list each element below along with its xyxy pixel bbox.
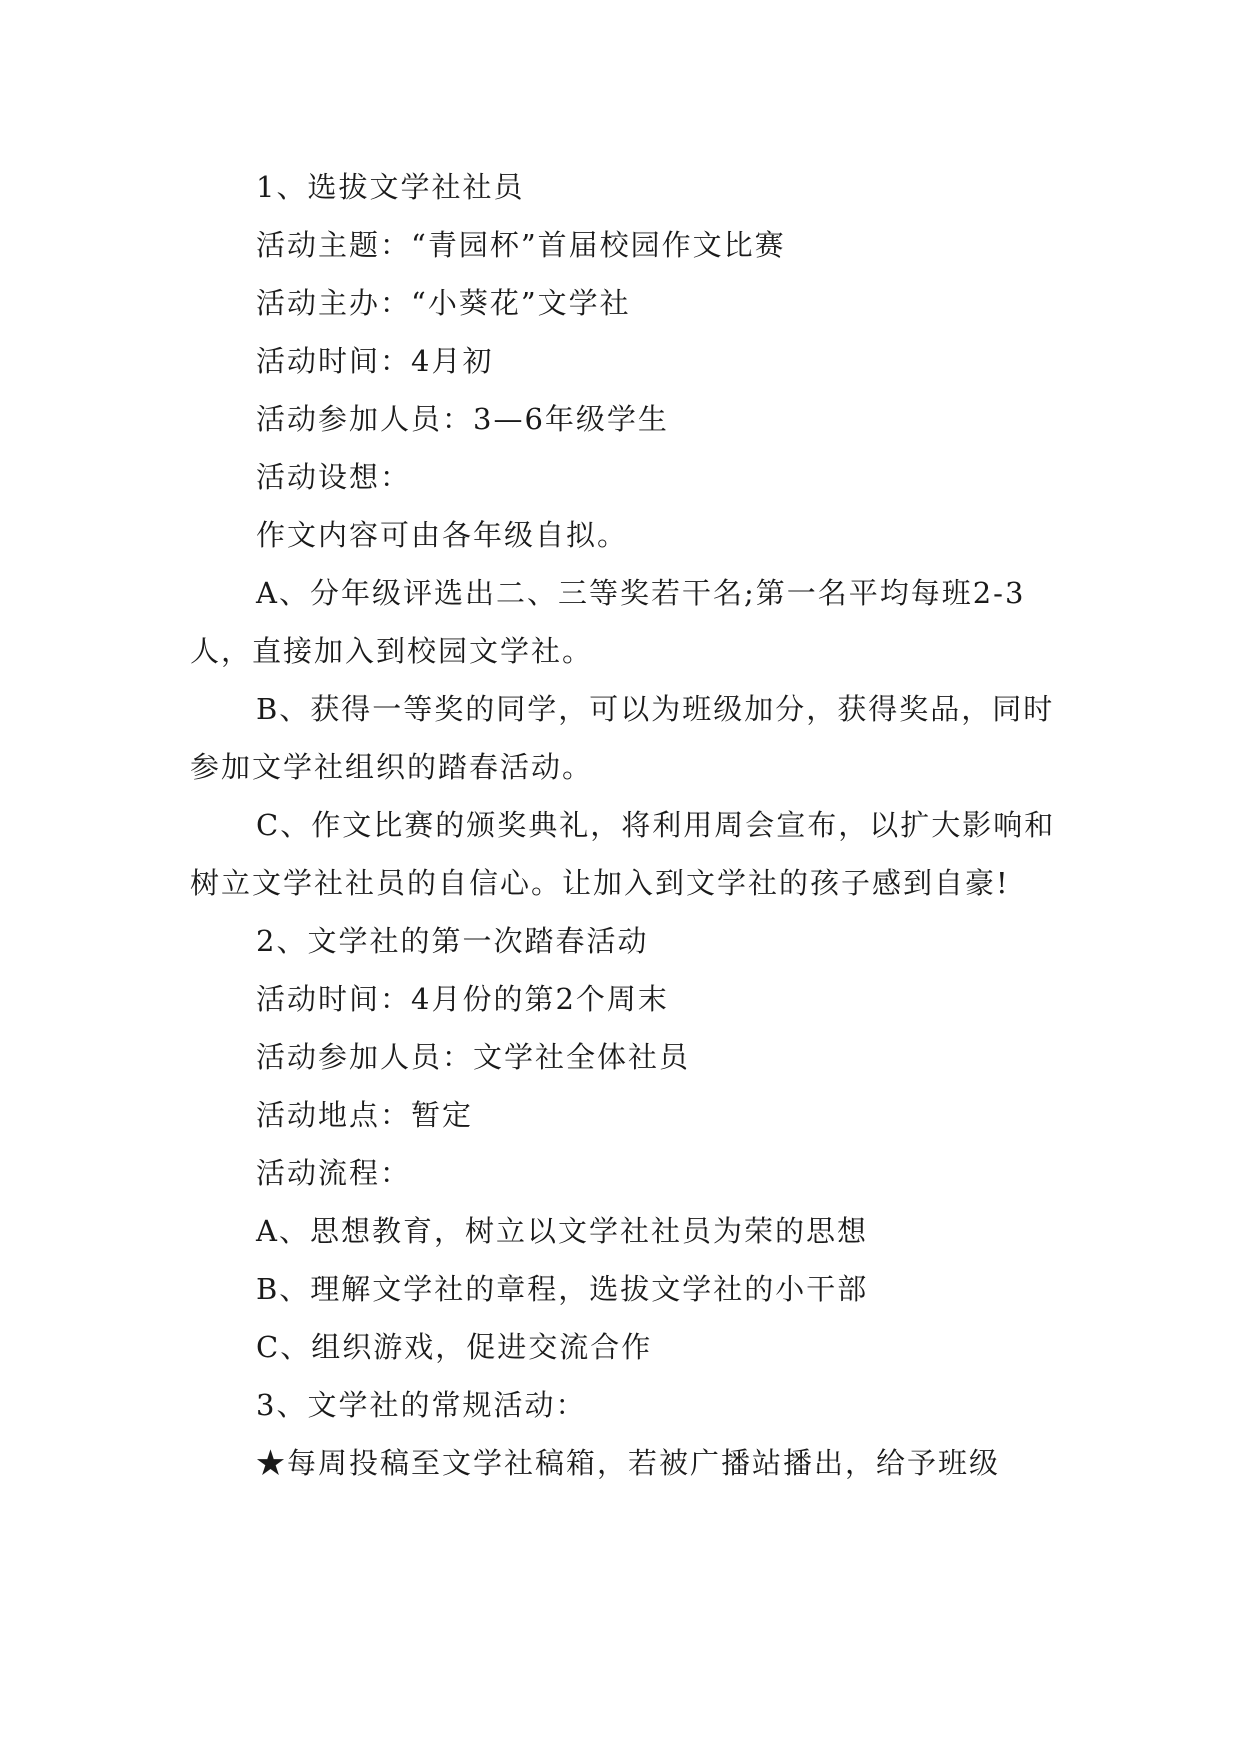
paragraph: 活动地点：暂定: [256, 1098, 474, 1132]
paragraph: 活动主办：“小葵花”文学社: [256, 286, 631, 320]
paragraph: 活动参加人员：文学社全体社员: [256, 1040, 691, 1074]
section-heading-3: 3、文学社的常规活动：: [256, 1388, 587, 1422]
paragraph: 活动时间：4月份的第2个周末: [256, 982, 669, 1016]
paragraph: 活动主题：“青园杯”首届校园作文比赛: [256, 228, 786, 262]
paragraph: B、理解文学社的章程，选拔文学社的小干部: [256, 1272, 869, 1306]
paragraph: B、获得一等奖的同学，可以为班级加分，获得奖品，同时参加文学社组织的踏春活动。: [190, 692, 1055, 784]
paragraph: 活动时间：4月初: [256, 344, 494, 378]
paragraph: 活动设想：: [256, 460, 412, 494]
paragraph: C、作文比赛的颁奖典礼，将利用周会宣布，以扩大影响和树立文学社社员的自信心。让加入到文学社的孩子感到自豪!: [190, 808, 1056, 900]
paragraph: A、思想教育，树立以文学社社员为荣的思想: [256, 1214, 868, 1248]
paragraph: ★每周投稿至文学社稿箱，若被广播站播出，给予班级: [256, 1446, 1001, 1480]
document-body: [190, 158, 1060, 1492]
paragraph: 活动参加人员：3—6年级学生: [256, 402, 669, 436]
paragraph: A、分年级评选出二、三等奖若干名;第一名平均每班2-3人，直接加入到校园文学社。: [190, 576, 1026, 668]
paragraph: C、组织游戏，促进交流合作: [256, 1330, 653, 1364]
section-heading-1: 1、选拔文学社社员: [256, 170, 525, 204]
paragraph: 作文内容可由各年级自拟。: [256, 518, 629, 552]
section-heading-2: 2、文学社的第一次踏春活动: [256, 924, 649, 958]
paragraph: 活动流程：: [256, 1156, 412, 1190]
